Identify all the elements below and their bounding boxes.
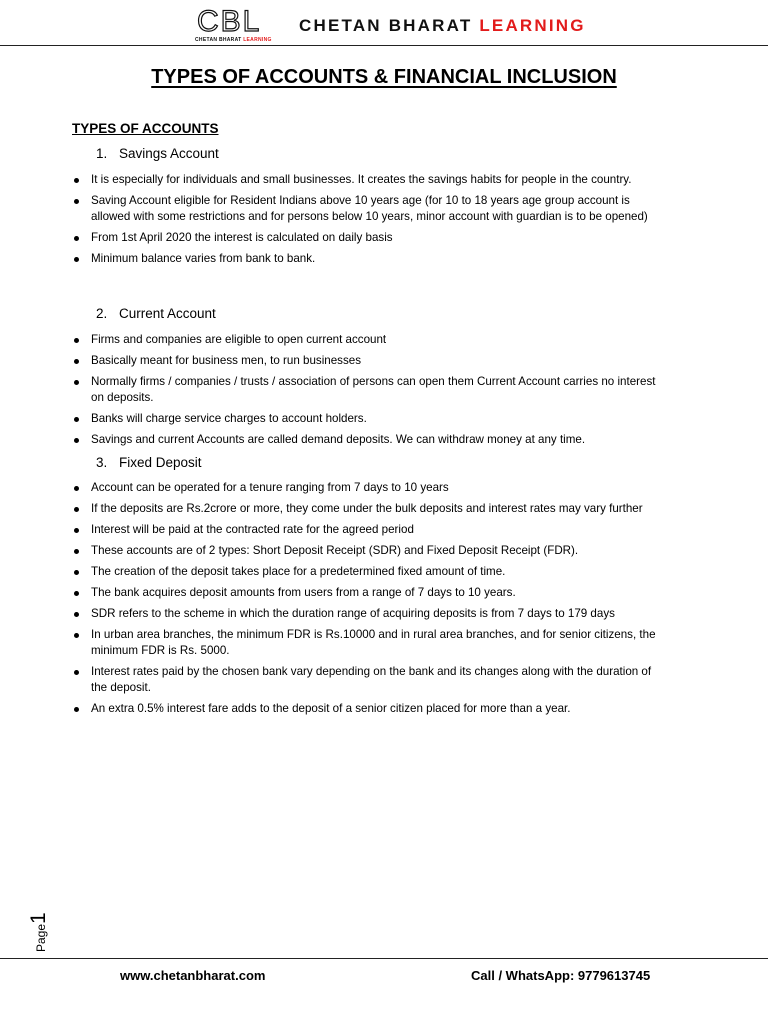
brand-name-main: CHETAN BHARAT [299, 16, 480, 35]
footer-contact: Call / WhatsApp: 9779613745 [471, 968, 651, 983]
list-item: It is especially for individuals and small businesses. It creates the savings habits for people in the country. [72, 172, 662, 188]
list-item: If the deposits are Rs.2crore or more, they come under the bulk deposits and interest rates may vary further [72, 501, 662, 517]
savings-account-list [72, 172, 662, 272]
logo-letters: CBL [197, 5, 262, 38]
list-item: In urban area branches, the minimum FDR is Rs.10000 and in rural area branches, and for senior citizens, the minimum FDR is Rs. 5000. [72, 627, 662, 659]
brand-name [299, 16, 586, 36]
page-number-value: 1 [27, 912, 50, 924]
logo-subtitle: CHETAN BHARAT LEARNING [195, 37, 272, 43]
page-number-label: Page [34, 923, 48, 952]
list-item: These accounts are of 2 types: Short Deposit Receipt (SDR) and Fixed Deposit Receipt (FDR). [72, 543, 662, 559]
list-item: From 1st April 2020 the interest is calculated on daily basis [72, 230, 662, 246]
list-item: The creation of the deposit takes place for a predetermined fixed amount of time. [72, 564, 662, 580]
list-item: Interest will be paid at the contracted rate for the agreed period [72, 522, 662, 538]
current-account-list [72, 332, 662, 453]
page-number [27, 912, 103, 952]
list-item: Basically meant for business men, to run businesses [72, 353, 662, 369]
list-item: SDR refers to the scheme in which the duration range of acquiring deposits is from 7 days to 179 days [72, 606, 662, 622]
document-title: TYPES OF ACCOUNTS & FINANCIAL INCLUSION [151, 66, 617, 88]
list-item: Saving Account eligible for Resident Indians above 10 years age (for 10 to 18 years age group account is allowed with some restrictions and for persons below 10 years, minor account with guardian is to be opened) [72, 193, 662, 225]
footer-website: www.chetanbharat.com [120, 968, 266, 983]
heading-savings-account: 1. Savings Account [96, 146, 219, 161]
heading-current-account: 2. Current Account [96, 306, 216, 321]
list-item: Normally firms / companies / trusts / association of persons can open them Current Account carries no interest on deposits. [72, 374, 662, 406]
footer-divider [0, 958, 768, 959]
page-header [0, 0, 768, 46]
list-item: The bank acquires deposit amounts from users from a range of 7 days to 10 years. [72, 585, 662, 601]
list-item: Banks will charge service charges to account holders. [72, 411, 662, 427]
brand-name-accent: LEARNING [479, 16, 586, 35]
list-item: An extra 0.5% interest fare adds to the deposit of a senior citizen placed for more than a year. [72, 701, 662, 717]
heading-fixed-deposit: 3. Fixed Deposit [96, 455, 202, 470]
list-item: Minimum balance varies from bank to bank. [72, 251, 662, 267]
header-divider [0, 45, 768, 46]
cbl-logo [195, 5, 272, 44]
list-item: Interest rates paid by the chosen bank vary depending on the bank and its changes along with the duration of the deposit. [72, 664, 662, 696]
fixed-deposit-list [72, 480, 662, 722]
list-item: Firms and companies are eligible to open current account [72, 332, 662, 348]
section-heading: TYPES OF ACCOUNTS [72, 121, 219, 136]
list-item: Savings and current Accounts are called demand deposits. We can withdraw money at any time. [72, 432, 662, 448]
list-item: Account can be operated for a tenure ranging from 7 days to 10 years [72, 480, 662, 496]
